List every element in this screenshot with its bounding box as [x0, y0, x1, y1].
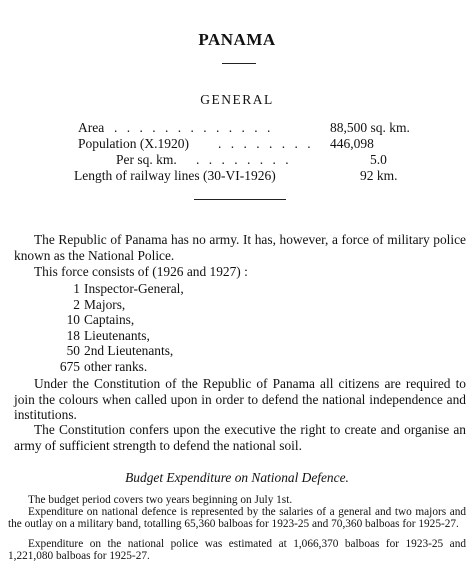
- list-item: [54, 343, 184, 359]
- paragraph-text: Expenditure on the national police was estimated at 1,066,370 balboas for 1923-25 and 1,221,080 balboas for 1925-27.: [8, 538, 466, 563]
- stat-label: Population (X.1920): [78, 136, 189, 151]
- page-title: PANAMA: [198, 30, 276, 49]
- budget-defence-text: [8, 506, 466, 531]
- list-item: [54, 312, 184, 328]
- stat-label: Per sq. km.: [116, 152, 177, 167]
- stat-leader-dots: . . . . . . . . . . . . .: [114, 120, 274, 135]
- list-item: [54, 281, 184, 297]
- list-item: [54, 359, 184, 375]
- rank-label: 2nd Lieutenants,: [84, 343, 174, 358]
- stat-value: 446,098: [330, 136, 374, 151]
- rank-count: 1: [73, 281, 80, 296]
- rank-label: Majors,: [84, 296, 126, 312]
- ranks-list: [54, 281, 184, 374]
- stat-row-population: [0, 136, 474, 152]
- rank-count: 675: [59, 358, 80, 374]
- rank-count: 2: [73, 296, 80, 312]
- stat-row-railway: [0, 168, 474, 184]
- title-rule: [222, 63, 256, 64]
- paragraph-text: Under the Constitution of the Republic of Panama all citizens are required to join the colours when called upon in order to defend the national independence and institutions.: [14, 376, 466, 422]
- stat-leader-dots: . . . . . . . .: [218, 136, 314, 151]
- stat-value: 92 km.: [360, 168, 398, 183]
- paragraph-army: [14, 232, 466, 263]
- paragraph-constitution-executive: [14, 422, 466, 453]
- rank-label: other ranks.: [84, 358, 148, 374]
- paragraph-text: Expenditure on national defence is represented by the salaries of a general and two majors and the outlay on a military band, totalling 65,360 balboas for 1923-25 and 70,360 balboas for 1925-27.: [8, 506, 466, 531]
- list-item: [54, 328, 184, 344]
- budget-police-text: [8, 538, 466, 563]
- paragraph-text: The Constitution confers upon the executive the right to create and organise an army of sufficient strength to defend the national soil.: [14, 422, 466, 453]
- stat-row-area: [0, 120, 474, 136]
- rank-count: 18: [66, 327, 80, 343]
- section-heading: GENERAL: [200, 92, 274, 107]
- rank-count: 10: [66, 312, 80, 327]
- budget-period-text: [8, 494, 466, 506]
- list-item: [54, 297, 184, 313]
- rank-label: Captains,: [84, 312, 135, 327]
- paragraph-constitution-citizens: [14, 376, 466, 423]
- rank-count: 50: [66, 343, 80, 358]
- rank-label: Inspector-General,: [84, 281, 184, 296]
- paragraph-text: The Republic of Panama has no army. It has, however, a force of military police known as the National Police.: [14, 232, 466, 263]
- budget-heading: Budget Expenditure on National Defence.: [125, 470, 349, 485]
- stat-value: 88,500 sq. km.: [330, 120, 410, 135]
- section-rule: [194, 199, 286, 200]
- stat-row-density: [0, 152, 474, 168]
- paragraph-force: [14, 264, 466, 280]
- paragraph-text: The budget period covers two years beginning on July 1st.: [28, 494, 293, 506]
- stat-label: Area: [78, 120, 105, 135]
- stat-value: 5.0: [370, 152, 387, 167]
- paragraph-text: This force consists of (1926 and 1927) :: [34, 264, 248, 279]
- rank-label: Lieutenants,: [84, 327, 150, 343]
- stat-leader-dots: . . . . . . . .: [196, 152, 292, 167]
- stat-label: Length of railway lines (30-VI-1926): [74, 168, 276, 183]
